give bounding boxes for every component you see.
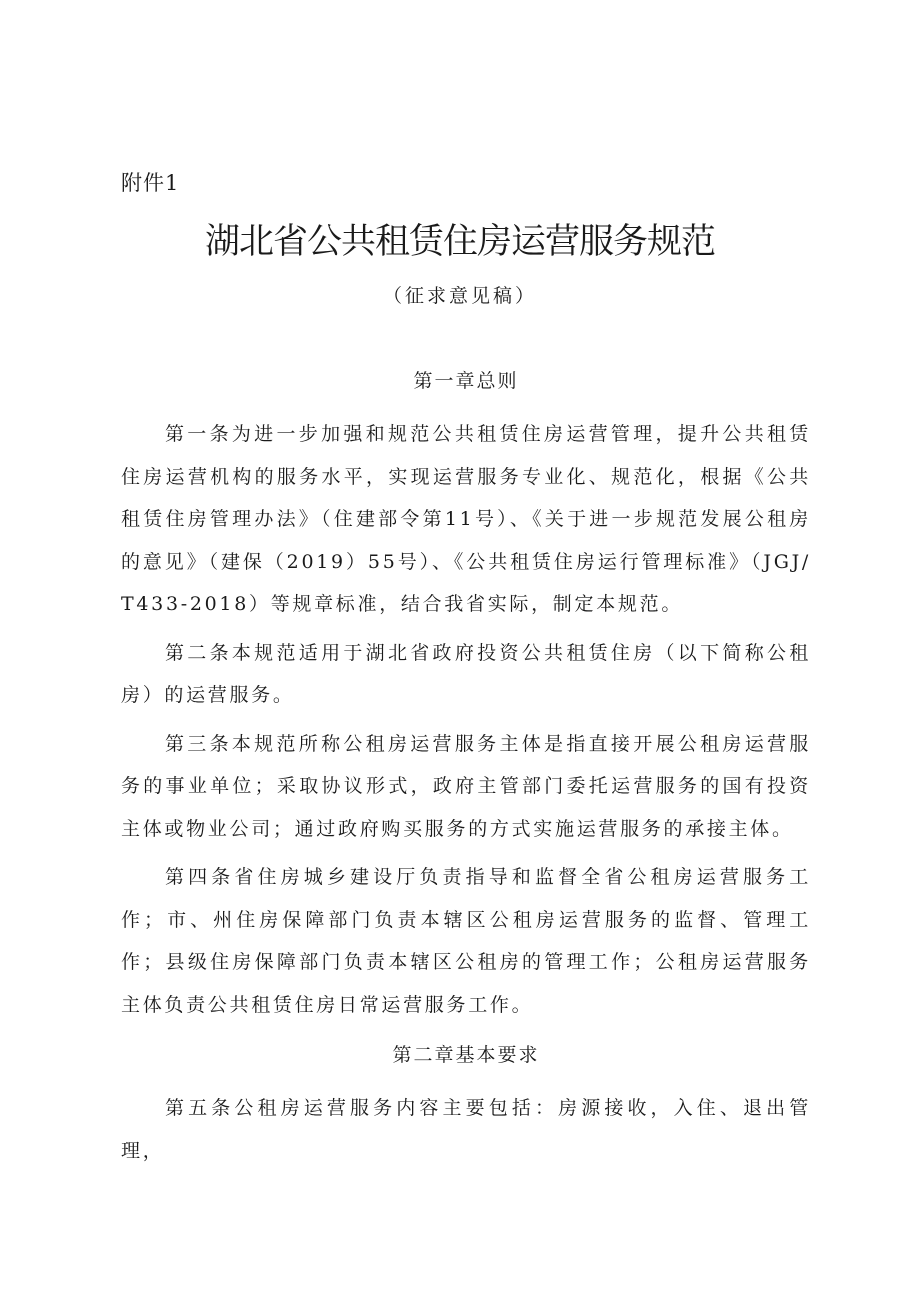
- article-paragraph: 第一条为进一步加强和规范公共租赁住房运营管理，提升公共租赁住房运营机构的服务水平，实现运营服务专业化、规范化，根据《公共租赁住房管理办法》（住建部令第11号）、《关于进一步规范发展公租房的意见》（建保（2019）55号）、《公共租赁住房运行管理标准》（JGJ/T433-2018）等规章标准，结合我省实际，制定本规范。: [121, 423, 811, 615]
- document-title: 湖北省公共租赁住房运营服务规范: [204, 222, 715, 262]
- article-paragraph: 第二条本规范适用于湖北省政府投资公共租赁住房（以下简称公租房）的运营服务。: [121, 641, 811, 706]
- document-body: [121, 364, 811, 1178]
- chapter-heading: 第二章基本要求: [392, 1044, 540, 1066]
- article-paragraph: 第五条公租房运营服务内容主要包括：房源接收，入住、退出管理，: [121, 1097, 811, 1162]
- article-paragraph: 第三条本规范所称公租房运营服务主体是指直接开展公租房运营服务的事业单位；采取协议形式，政府主管部门委托运营服务的国有投资主体或物业公司；通过政府购买服务的方式实施运营服务的承接主体。: [121, 732, 811, 840]
- document-subtitle: （征求意见稿）: [382, 285, 537, 307]
- article-paragraph: 第四条省住房城乡建设厅负责指导和监督全省公租房运营服务工作；市、州住房保障部门负责本辖区公租房运营服务的监督、管理工作；县级住房保障部门负责本辖区公租房的管理工作；公租房运营服务主体负责公共租赁住房日常运营服务工作。: [121, 866, 811, 1016]
- chapter-heading: 第一章总则: [413, 370, 519, 392]
- attachment-label: 附件1: [121, 171, 180, 195]
